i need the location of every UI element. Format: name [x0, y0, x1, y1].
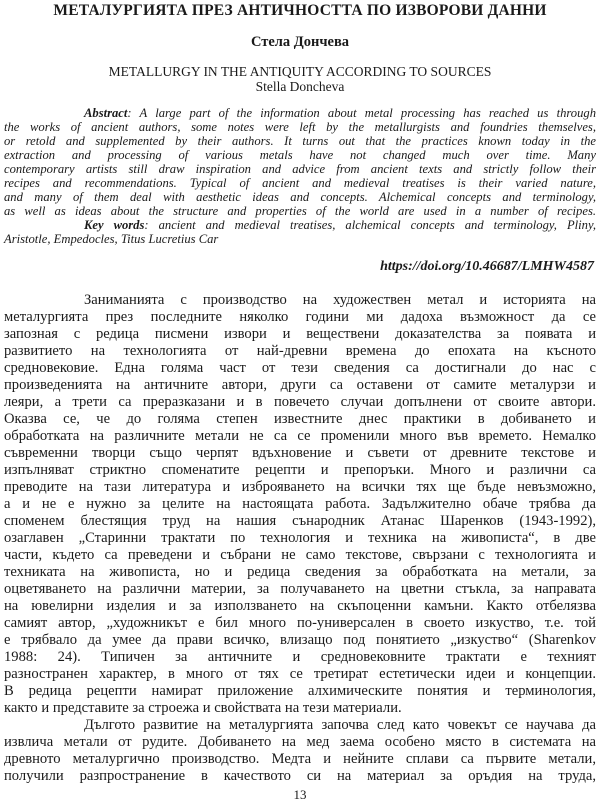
doi-link[interactable]: https://doi.org/10.46687/LMHW4587 [380, 259, 594, 274]
body-line: древното металургично производство. Медта и нейните сплави са първите метали, [4, 751, 596, 767]
body-line: преводите на тази литература и изброяването на всички тях ще бъде невъзможно, [4, 479, 596, 495]
keywords-line: Key words: ancient and medieval treatises, alchemical concepts and terminology, Pliny, [84, 218, 596, 232]
body-line: техниката на живописта, но и редица сведения за обработката на метали, за [4, 564, 596, 580]
body-line: В редица рецепти намират приложение алхимическите понятия и терминология, [4, 683, 596, 699]
body-line: Дългото развитие на металургията започва след като човекът се научава да [84, 717, 596, 733]
body-line: запозная с редица писмени извори и веществени доказателства за появата и [4, 326, 596, 342]
body-line: е трябвало да умее да прави всичко, влизащо под понятието „изкуство“ (Sharenkov [4, 632, 596, 648]
page-number: 13 [293, 787, 307, 802]
body-line: металургията през последните няколко години ми дадоха възможност да се [4, 309, 596, 325]
abstract-line: recipes and recommendations. Typical of ancient and medieval treatises is their varied nature, [4, 176, 596, 190]
english-author: Stella Doncheva [255, 79, 345, 94]
abstract-line: Abstract: A large part of the information about metal processing has reached us through [84, 106, 596, 120]
body-line: произведенията на античните автори, други са оставени от самите металурзи и [4, 377, 596, 393]
body-line: оцветяването на различни материи, за получаването на цветни стъкла, за направата [4, 581, 596, 597]
english-title: METALLURGY IN THE ANTIQUITY ACCORDING TO SOURCES [108, 64, 492, 79]
body-line: 1988: 24). Типичен за античните и средновековните трактати е техният [4, 649, 596, 665]
body-line: обработката на различните метали не са се променили много във времето. Немалко [4, 428, 596, 444]
body-line: разностранен характер, в много от тях се третират естетически идеи и концепции. [4, 666, 596, 682]
body-line: части, където са преведени и събрани не само текстове, свързани с технологията и [4, 547, 596, 563]
abstract-line: or retold and supplemented by their authors. It turns out that the practices known today in the [4, 134, 596, 148]
body-line: Оказва се, че до голяма степен известните днес практики в добиването и [4, 411, 596, 427]
abstract-label: Abstract [84, 106, 128, 120]
body-line: извлича метали от рудите. Добиването на мед заема особено място в системата на [4, 734, 596, 750]
body-line: изпълняват стриктно споменатите рецепти и препоръки. Много и различни са [4, 462, 596, 478]
body-line: Заниманията с производство на художествен метал и историята на [84, 292, 596, 308]
author-name: Стела Дончева [250, 34, 350, 50]
body-line: средновековие. Една голяма част от тези сведения са достигнали до нас с [4, 360, 596, 376]
body-line: получили разпространение в качеството си на материал за оръдия на труда, [4, 768, 596, 784]
body-line: развитието на технологията от най-древни времена до епохата на късното [4, 343, 596, 359]
body-line: както и представите за строежа и свойствата на тези материали. [4, 700, 402, 716]
keywords-label: Key words [84, 218, 145, 232]
body-line: самият автор, „художникът е бил много по-универсален в своето изкуство, т.е. той [4, 615, 596, 631]
body-line: на ювелирни изделия и за използването на скъпоценни камъни. Както отбелязва [4, 598, 596, 614]
body-text [4, 292, 596, 785]
body-line: споменем блестящия труд на нашия сънародник Атанас Шаренков (1943-1992), [4, 513, 596, 529]
body-line: а и не е нужно за целите на настоящата работа. Задължително обаче трябва да [4, 496, 596, 512]
keywords-line: Aristotle, Empedocles, Titus Lucretius Car [4, 232, 219, 246]
body-line: съвременни творци също черпят вдъхновение и съвети от древните текстове и [4, 445, 596, 461]
abstract-line: extraction and processing of various metals have not changed much over time. Many [4, 148, 596, 162]
body-line: озаглавен „Старинни трактати по технология и техника на живописта“, в две [4, 530, 596, 546]
abstract [4, 106, 596, 246]
page-title: МЕТАЛУРГИЯТА ПРЕЗ АНТИЧНОСТТА ПО ИЗВОРОВИ ДАННИ [53, 2, 547, 19]
abstract-line: as well as ideas about the structure and properties of the world are used in a number of recipes. [4, 204, 596, 218]
abstract-line: the works of ancient authors, some notes were left by the metallurgists and foundries themselves, [4, 120, 596, 134]
abstract-line: and many of them deal with aesthetic ideas and concepts. Alchemical concepts and terminology, [4, 190, 596, 204]
body-line: леяри, а трети са преразказани и в повечето случаи допълнени от своите автори. [4, 394, 596, 410]
abstract-line: contemporary artists still draw inspiration and advice from ancient texts and strictly follow their [4, 162, 596, 176]
